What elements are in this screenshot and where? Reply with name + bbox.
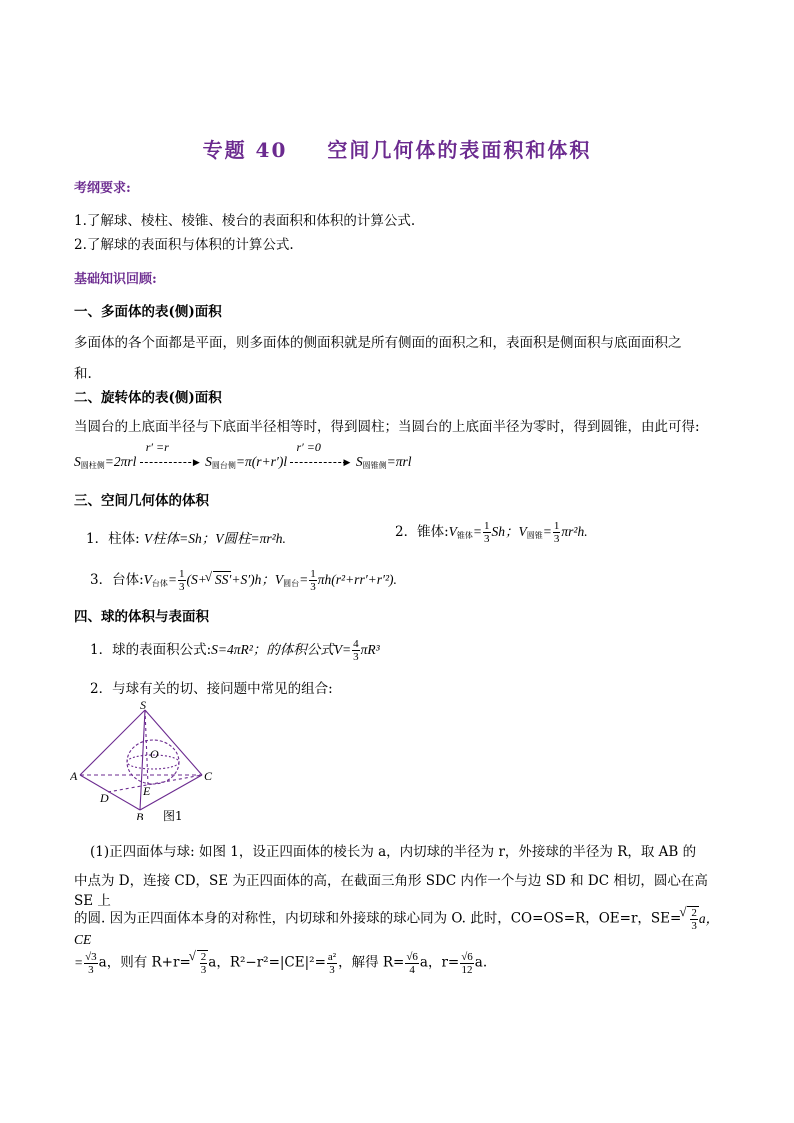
- para-1b: 中点为 D，连接 CD，SE 为正四面体的高，在截面三角形 SDC 内作一个与边 SD 和 DC 相切，圆心在高 SE 上: [74, 873, 708, 909]
- tetrahedron-figure: [70, 700, 220, 820]
- title-number: 专题 40: [202, 138, 288, 162]
- arrow-2: r′ =0 ▶: [290, 456, 352, 470]
- para-1a: (1)正四面体与球: 如图 1，设正四面体的棱长为 a，内切球的半径为 r，外接球的半径为 R，取 AB 的: [90, 844, 697, 860]
- section-3-title: 三、空间几何体的体积: [74, 493, 209, 509]
- label-E: E: [143, 784, 151, 798]
- jichu-heading: 基础知识回顾:: [74, 272, 157, 287]
- edge-SC: [145, 710, 202, 775]
- edge-SA: [80, 710, 145, 775]
- para-1d: = $\frac{√3}{3}$ a，则有 R+r= √ $\frac{2}{3}$ a，R²−r²=|CE|²= $\frac{\text{a²}}{3}$ ，解得 R= $\frac{√6}{4}$ a，r= $\frac{√6}{12}$ a.: [74, 950, 724, 976]
- section-4-title: 四、球的体积与表面积: [74, 609, 209, 625]
- rotation-formula: $S_{圆柱侧}=2\pi rl$ r′ =r ▶ $S_{圆台侧}=\pi(r+r')l$ r′ =0 ▶ $S_{圆锥侧}=\pi rl$: [74, 439, 412, 470]
- section-1-title: 一、多面体的表(侧)面积: [74, 304, 222, 320]
- label-S: S: [140, 700, 146, 712]
- section-1-text-b: 和.: [74, 366, 92, 382]
- edge-AB: [80, 775, 140, 810]
- title-text: 空间几何体的表面积和体积: [327, 138, 592, 162]
- page-title: [0, 134, 794, 163]
- label-C: C: [204, 769, 213, 783]
- section-1-text-a: 多面体的各个面都是平面，则多面体的侧面积就是所有侧面的面积之和，表面积是侧面积与底面面积之: [74, 335, 682, 351]
- label-D: D: [100, 791, 109, 805]
- section-2-title: 二、旋转体的表(侧)面积: [74, 390, 222, 406]
- requirement-2: 2.了解球的表面积与体积的计算公式.: [74, 237, 294, 253]
- requirement-1: 1.了解球、棱柱、棱锥、棱台的表面积和体积的计算公式.: [74, 213, 416, 229]
- sphere-formulas: 1．球的表面积公式:S=4πR²；的体积公式V= $\frac{4}{3}$ πR³: [90, 638, 380, 664]
- figure-caption: 图1: [163, 809, 183, 823]
- label-A: A: [70, 769, 78, 783]
- label-O: O: [150, 747, 159, 761]
- label-B: B: [136, 810, 144, 820]
- arrow-1: r′ =r ▶: [140, 456, 202, 470]
- sphere-combo-heading: 2．与球有关的切、接问题中常见的组合:: [90, 681, 333, 697]
- kaogang-heading: 考纲要求:: [74, 181, 131, 196]
- height-SE: [145, 710, 148, 785]
- volume-cone: 2．锥体$:V_{锥体}=$ $\frac{1}{3}$ Sh；$V_{圆锥}=$ $\frac{1}{3}$ πr²h.: [395, 520, 588, 546]
- volume-cylinder: 1．柱体: V柱体=Sh；V圆柱=πr²h.: [86, 531, 286, 547]
- volume-frustum: 3．台体$:V_{台体}=$ $\frac{1}{3}$ (S+√ SS′+S′)h；$V_{圆台}=$ $\frac{1}{3}$ πh(r²+rr′+r′²).: [90, 568, 397, 593]
- para-1c: 的圆. 因为正四面体本身的对称性，内切球和外接球的球心同为 O. 此时，CO=OS=R，OE=r，SE= √ $\frac{2}{3}$ a，CE: [74, 906, 724, 948]
- section-2-text: 当圆台的上底面半径与下底面半径相等时，得到圆柱；当圆台的上底面半径为零时，得到圆锥，由此可得:: [74, 419, 700, 435]
